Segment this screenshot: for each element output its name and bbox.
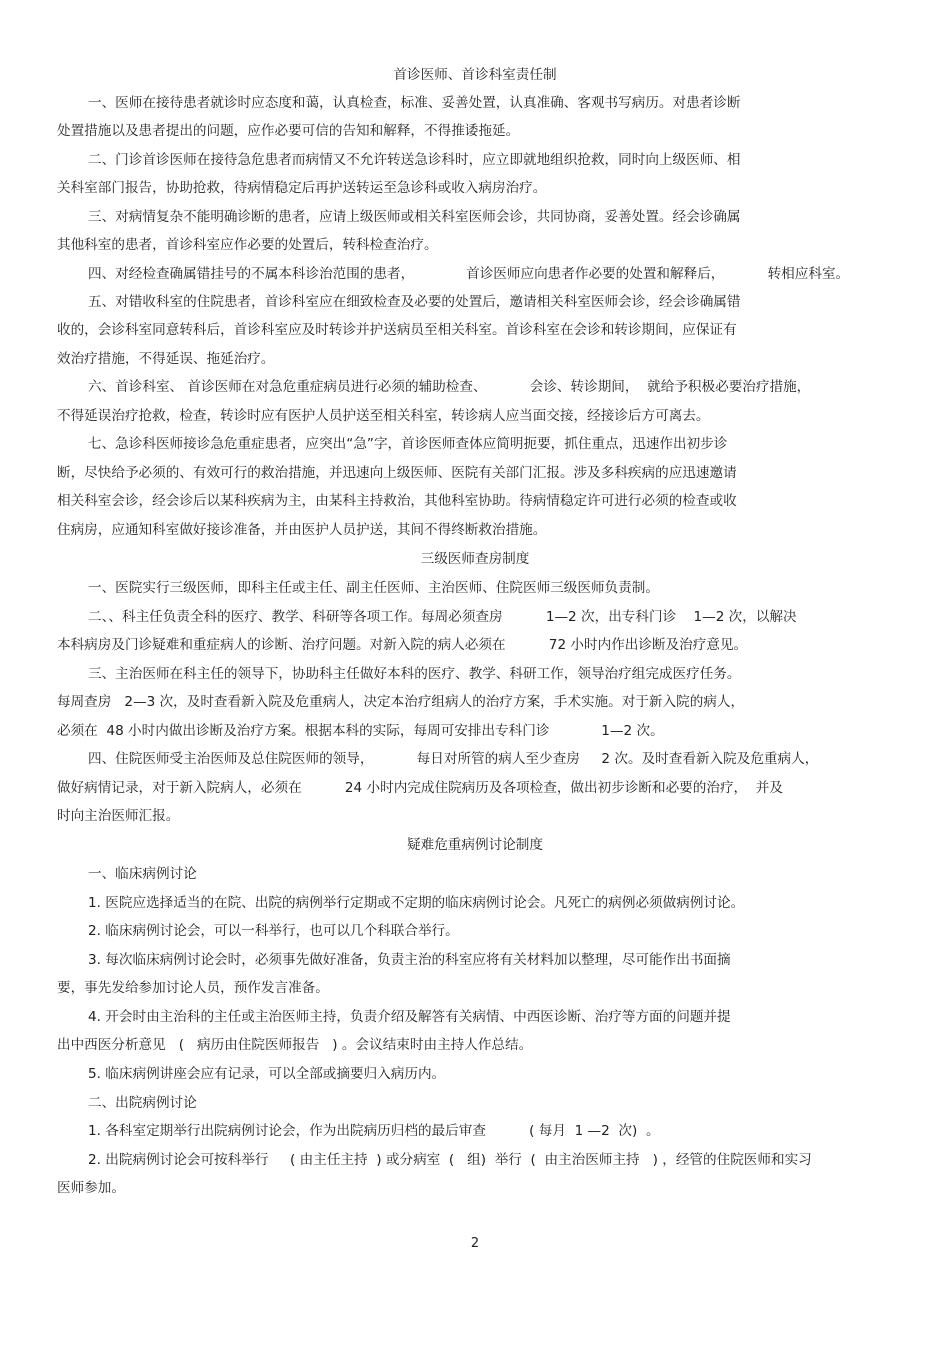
section-title: 三级医师查房制度 <box>420 551 530 567</box>
paragraph-line: 六、首诊科室、 首诊医师在对急危重症病员进行必须的辅助检查、 会诊、转诊期间， 就给予积极必要治疗措施， <box>88 379 811 395</box>
paragraph-line: 2. 临床病例讨论会，可以一科举行，也可以几个科联合举行。 <box>88 923 459 939</box>
paragraph-line: 相关科室会诊，经会诊后以某科疾病为主，由某科主持救治，其他科室协助。待病情稳定许可进行必须的检查或收 <box>57 493 737 509</box>
paragraph-line: 5. 临床病例讲座会应有记录，可以全部或摘要归入病历内。 <box>88 1066 446 1082</box>
subheading: 一、临床病例讨论 <box>88 866 197 882</box>
paragraph-line: 一、医师在接待患者就诊时应态度和蔼，认真检查，标准、妥善处置，认真准确、客观书写病历。对患者诊断 <box>88 95 741 111</box>
paragraph-line: 1. 各科室定期举行出院病例讨论会，作为出院病历归档的最后审查 ( 每月 1 —2 次) 。 <box>88 1123 660 1139</box>
paragraph-line: 三、对病情复杂不能明确诊断的患者，应请上级医师或相关科室医师会诊，共同协商，妥善处置。经会诊确属 <box>88 209 741 225</box>
subheading: 二、出院病例讨论 <box>88 1095 197 1111</box>
paragraph-line: 七、急诊科医师接诊急危重症患者，应突出“急”字，首诊医师查体应简明扼要，抓住重点，迅速作出初步诊 <box>88 436 728 452</box>
paragraph-line: 1. 医院应选择适当的在院、出院的病例举行定期或不定期的临床病例讨论会。凡死亡的病例必须做病例讨论。 <box>88 895 745 911</box>
paragraph-line: 其他科室的患者，首诊科室应作必要的处置后，转科检查治疗。 <box>57 237 438 253</box>
paragraph-line: 不得延误治疗抢救，检查，转诊时应有医护人员护送至相关科室，转诊病人应当面交接，经接诊后方可离去。 <box>57 408 710 424</box>
paragraph-line: 医师参加。 <box>57 1180 125 1196</box>
paragraph-line: 时向主治医师汇报。 <box>57 808 180 824</box>
page-number: 2 <box>470 1236 480 1251</box>
paragraph-line: 二、门诊首诊医师在接待急危患者而病情又不允许转送急诊科时，应立即就地组织抢救，同时向上级医师、相 <box>88 152 741 168</box>
section-title: 首诊医师、首诊科室责任制 <box>393 67 557 83</box>
paragraph-line: 2. 出院病例讨论会可按科举行 ( 由主任主持 ) 或分病室 ( 组) 举行 ( 由主治医师主持 ) ，经管的住院医师和实习 <box>88 1152 812 1168</box>
paragraph-line: 收的，会诊科室同意转科后，首诊科室应及时转诊并护送病员至相关科室。首诊科室在会诊和转诊期间，应保证有 <box>57 322 737 338</box>
section-title: 疑难危重病例讨论制度 <box>407 837 543 853</box>
paragraph-line: 必须在 48 小时内做出诊断及治疗方案。根据本科的实际，每周可安排出专科门诊 1—2 次。 <box>57 723 664 739</box>
paragraph-line: 处置措施以及患者提出的问题，应作必要可信的告知和解释，不得推诿拖延。 <box>57 123 520 139</box>
paragraph-line: 三、主治医师在科主任的领导下，协助科主任做好本科的医疗、教学、科研工作，领导治疗组完成医疗任务。 <box>88 666 741 682</box>
paragraph-line: 出中西医分析意见 ( 病历由住院医师报告 ) 。会议结束时由主持人作总结。 <box>57 1037 533 1053</box>
paragraph-line: 二、、科主任负责全科的医疗、教学、科研等各项工作。每周必须查房 1—2 次，出专科门诊 1—2 次，以解决 <box>88 609 797 625</box>
paragraph-line: 本科病房及门诊疑难和重症病人的诊断、治疗问题。对新入院的病人必须在 72 小时内作出诊断及治疗意见。 <box>57 637 748 653</box>
paragraph-line: 四、住院医师受主治医师及总住院医师的领导， 每日对所管的病人至少查房 2 次。及时查看新入院及危重病人， <box>88 751 819 767</box>
paragraph-line: 效治疗措施，不得延误、拖延治疗。 <box>57 351 275 367</box>
paragraph-line: 4. 开会时由主治科的主任或主治医师主持，负责介绍及解答有关病情、中西医诊断、治疗等方面的问题并提 <box>88 1009 731 1025</box>
paragraph-line: 做好病情记录，对于新入院病人，必须在 24 小时内完成住院病历及各项检查，做出初步诊断和必要的治疗， 并及 <box>57 780 783 796</box>
paragraph-line: 一、医院实行三级医师，即科主任或主任、副主任医师、主治医师、住院医师三级医师负责制。 <box>88 580 659 596</box>
paragraph-line: 每周查房 2—3 次，及时查看新入院及危重病人，决定本治疗组病人的治疗方案，手术实施。对于新入院的病人， <box>57 694 745 710</box>
paragraph-line: 断，尽快给予必须的、有效可行的救治措施，并迅速向上级医师、医院有关部门汇报。涉及多科疾病的应迅速邀请 <box>57 465 737 481</box>
paragraph-line: 住病房，应通知科室做好接诊准备，并由医护人员护送，其间不得终断救治措施。 <box>57 522 547 538</box>
paragraph-line: 要，事先发给参加讨论人员，预作发言准备。 <box>57 980 329 996</box>
paragraph-line: 关科室部门报告，协助抢救，待病情稳定后再护送转运至急诊科或收入病房治疗。 <box>57 180 547 196</box>
paragraph-line: 四、对经检查确属错挂号的不属本科诊治范围的患者， 首诊医师应向患者作必要的处置和解释后， 转相应科室。 <box>88 266 850 282</box>
paragraph-line: 3. 每次临床病例讨论会时，必须事先做好准备，负责主治的科室应将有关材料加以整理，尽可能作出书面摘 <box>88 952 731 968</box>
paragraph-line: 五、对错收科室的住院患者，首诊科室应在细致检查及必要的处置后，邀请相关科室医师会诊，经会诊确属错 <box>88 294 741 310</box>
